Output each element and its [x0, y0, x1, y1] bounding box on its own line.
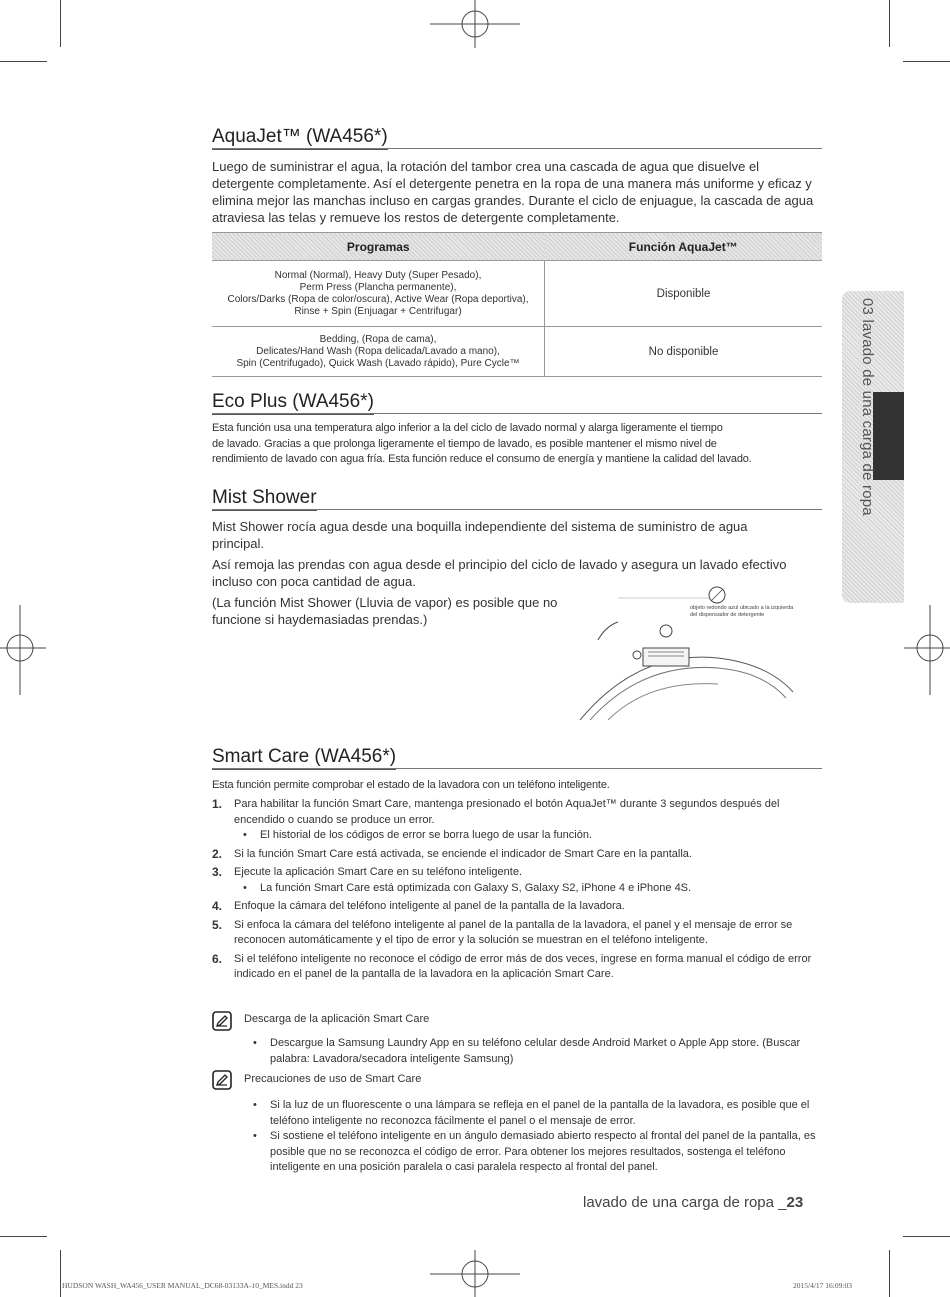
bullet-text: Descargue la Samsung Laundry App en su teléfono celular desde Android Market o Apple App store. (Buscar palabra: Lavadora/secadora inteligente Samsung) — [270, 1037, 801, 1065]
step-item — [212, 797, 812, 844]
table-cell-function: Disponible — [545, 261, 823, 327]
step-item — [212, 918, 812, 949]
footer-section-title: lavado de una carga de ropa _ — [583, 1194, 787, 1211]
program-line: Rinse + Spin (Enjuagar + Centrifugar) — [294, 305, 462, 317]
page-number: 23 — [786, 1194, 804, 1211]
table-cell-programs — [212, 327, 545, 377]
program-line: Colors/Darks (Ropa de color/oscura), Active Wear (Ropa deportiva), — [227, 293, 529, 305]
program-line: Perm Press (Plancha permanente), — [299, 281, 457, 293]
figure-caption-line: objeto redondo azul ubicado a la izquierda — [690, 605, 794, 611]
bullet-dot: • — [253, 1130, 257, 1142]
mist-paragraph-2: Así remoja las prendas con agua desde el principio del ciclo de lavado y asegura un lavado efectivo incluso con poca cantidad de agua. — [212, 557, 787, 589]
step-number: 2. — [212, 846, 223, 861]
bullet-text: La función Smart Care está optimizada con Galaxy S, Galaxy S2, iPhone 4 e iPhone 4S. — [260, 881, 692, 894]
chapter-tab-marker — [873, 392, 904, 480]
step-bullet — [234, 828, 812, 844]
bullet-text: El historial de los códigos de error se borra luego de usar la función. — [260, 829, 593, 841]
ecoplus-line: de lavado. Gracias a que prolonga ligeramente el tiempo de lavado, es posible mantener el mismo nivel de — [212, 437, 717, 450]
program-line: Bedding, (Ropa de cama), — [319, 333, 437, 345]
print-date: 2015/4/17 16:09:03 — [793, 1281, 852, 1290]
chapter-tab-label: 03 lavado de una carga de ropa — [859, 298, 876, 516]
mist-figure-caption — [690, 605, 793, 619]
step-text: Ejecute la aplicación Smart Care en su teléfono inteligente. — [234, 866, 523, 878]
step-text: Enfoque la cámara del teléfono inteligente al panel de la pantalla de la lavadora. — [234, 900, 625, 912]
step-item — [212, 865, 812, 896]
program-line: Normal (Normal), Heavy Duty (Super Pesado), — [274, 269, 482, 281]
table-row — [212, 261, 822, 327]
crop-mark-top-right-h — [903, 61, 950, 62]
mist-nozzle-figure — [578, 580, 828, 720]
table-header-function: Función AquaJet™ — [545, 233, 823, 261]
step-number: 6. — [212, 951, 223, 966]
crop-mark-top-left-h — [0, 61, 47, 62]
mist-paragraph-3: (La función Mist Shower (Lluvia de vapor) es posible que no funcione si haydemasiadas prendas.) — [212, 595, 558, 627]
registration-mark-left — [0, 600, 48, 700]
step-number: 4. — [212, 899, 223, 913]
table-header-programs: Programas — [212, 233, 545, 261]
step-number: 5. — [212, 917, 223, 932]
note-bullet — [244, 1129, 816, 1176]
note-precautions-title: Precauciones de uso de Smart Care — [244, 1073, 422, 1085]
crop-mark-top-left — [60, 0, 61, 47]
smartcare-heading: Smart Care (WA456*) — [212, 746, 396, 770]
step-item — [212, 899, 812, 915]
smartcare-intro: Esta función permite comprobar el estado de la lavadora con un teléfono inteligente. — [212, 779, 610, 791]
crop-mark-bottom-right — [889, 1250, 890, 1297]
print-file-name: HUDSON WASH_WA456_USER MANUAL_DC68-03133A-10_MES.indd 23 — [62, 1281, 303, 1290]
aquajet-heading: AquaJet™ (WA456*) — [212, 126, 388, 150]
step-text: Si la función Smart Care está activada, se enciende el indicador de Smart Care en la pantalla. — [234, 847, 692, 860]
step-item — [212, 847, 812, 863]
bullet-text: Si sostiene el teléfono inteligente en un ángulo demasiado abierto respecto al frontal del panel de la pantalla, es posible que no se reconozca el código de error. Para obtener los mejores resultados, sostenga el teléfono inteligente en una posición paralela o casi paralela respecto al frontal del panel. — [270, 1130, 816, 1173]
note-icon — [212, 1070, 232, 1090]
ecoplus-line: Esta función usa una temperatura algo inferior a la del ciclo de lavado normal y alarga ligeramente el tiempo — [212, 422, 723, 434]
aquajet-program-table — [212, 232, 822, 377]
table-row — [212, 327, 822, 377]
bullet-dot: • — [243, 881, 247, 894]
mist-heading-rule — [212, 509, 822, 510]
figure-caption-line: del dispensador de detergente — [690, 612, 765, 618]
registration-mark-right — [902, 600, 950, 700]
crop-mark-bottom-left — [60, 1250, 61, 1297]
ecoplus-line: rendimiento de lavado con agua fría. Esta función reduce el consumo de energía y mantiene la calidad del lavado. — [212, 453, 752, 465]
table-cell-programs — [212, 261, 545, 327]
mist-paragraph-1: Mist Shower rocía agua desde una boquilla independiente del sistema de suministro de agua principal. — [212, 519, 748, 551]
bullet-dot: • — [243, 829, 247, 841]
step-number: 3. — [212, 865, 223, 879]
smartcare-steps — [212, 797, 812, 986]
crop-mark-top-right — [889, 0, 890, 47]
registration-mark-bottom — [425, 1250, 525, 1297]
bullet-text: Si la luz de un fluorescente o una lámpara se refleja en el panel de la pantalla de la lavadora, es posible que el teléfono inteligente no reconozca fácilmente el panel o el mensaje de error. — [270, 1099, 810, 1127]
note-download-bullet — [244, 1036, 814, 1067]
step-text: Si enfoca la cámara del teléfono inteligente al panel de la pantalla de la lavadora, el panel y el mensaje de error se reconocen automáticamente y el tipo de error y la solución se muestran en el teléfono inteligente. — [234, 918, 793, 946]
step-bullet — [234, 881, 812, 897]
page-footer — [583, 1194, 803, 1211]
smartcare-heading-rule — [212, 768, 822, 769]
table-cell-function: No disponible — [545, 327, 823, 377]
step-number: 1. — [212, 797, 223, 811]
aquajet-description: Luego de suministrar el agua, la rotación del tambor crea una cascada de agua que disuelve el detergente completamente. Así el detergente penetra en la ropa de una manera más uniforme y eficaz y elimina mejor las manchas incluso en cargas grandes. Durante el ciclo de enjuague, la cascada de agua atraviesa las telas y remueve los restos de detergente completamente. — [212, 159, 814, 225]
note-download-title: Descarga de la aplicación Smart Care — [244, 1013, 430, 1025]
note-bullet — [244, 1036, 814, 1067]
ecoplus-heading-rule — [212, 413, 822, 414]
step-text: Para habilitar la función Smart Care, mantenga presionado el botón AquaJet™ durante 3 segundos después del encendido o cuando se produce un error. — [234, 798, 780, 826]
ecoplus-heading: Eco Plus (WA456*) — [212, 391, 374, 415]
step-text: Si el teléfono inteligente no reconoce el código de error más de dos veces, ingrese en forma manual el código de error indicado en el panel de la pantalla de la lavadora en la aplicación Smart Care. — [234, 952, 812, 980]
step-item — [212, 952, 812, 983]
bullet-dot: • — [253, 1037, 257, 1049]
note-precautions-bullets — [244, 1098, 816, 1176]
bullet-dot: • — [253, 1099, 257, 1111]
crop-mark-bottom-left-h — [0, 1236, 47, 1237]
note-icon — [212, 1011, 232, 1031]
registration-mark-top — [425, 0, 525, 50]
crop-mark-bottom-right-h — [903, 1236, 950, 1237]
note-bullet — [244, 1098, 816, 1129]
program-line: Delicates/Hand Wash (Ropa delicada/Lavado a mano), — [256, 345, 500, 357]
aquajet-heading-rule — [212, 148, 822, 149]
mist-heading: Mist Shower — [212, 487, 317, 511]
program-line: Spin (Centrifugado), Quick Wash (Lavado rápido), Pure Cycle™ — [236, 357, 520, 369]
ecoplus-description — [212, 421, 827, 468]
